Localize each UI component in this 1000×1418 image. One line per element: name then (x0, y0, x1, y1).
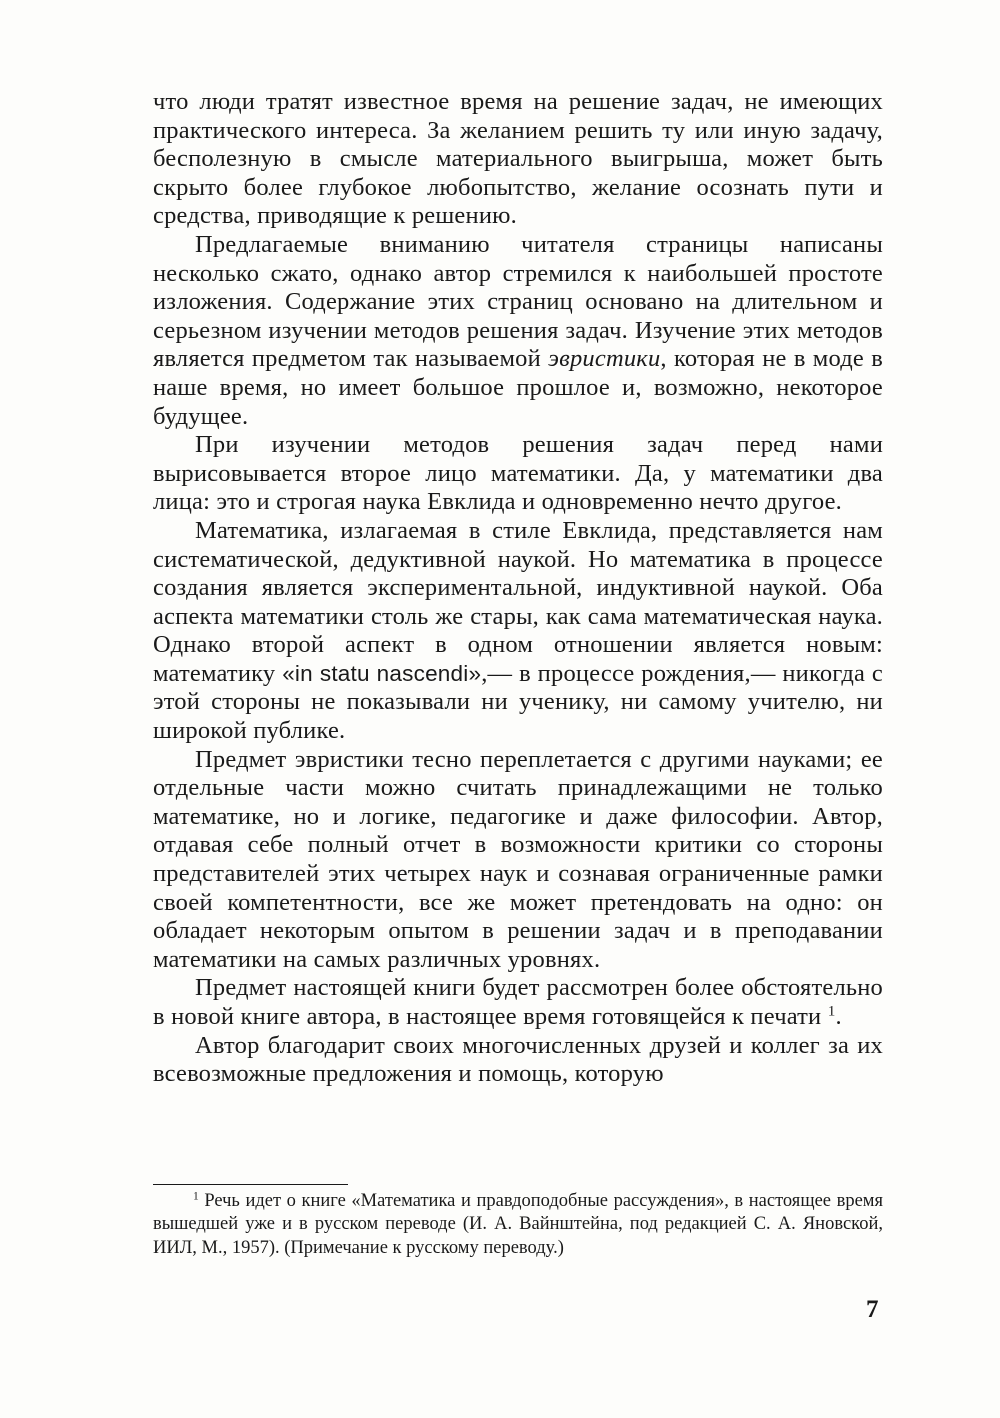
paragraph-6-text-start: Предмет настоящей книги будет рассмотрен более обстоятельно в новой книге автора, в настоящее время готовящейся к печати (153, 974, 883, 1030)
paragraph-6-text-end: . (835, 1003, 842, 1030)
paragraph-2-text-start: Предлагаемые вниманию читателя страницы написаны несколько сжато, однако автор стремился к наибольшей простоте изложения. Содержание этих страниц основано на длительном и серьезном изучении методов решения задач. Изучение этих методов является предметом так называемой (153, 230, 883, 373)
paragraph-2 (153, 231, 883, 431)
latin-phrase: «in statu nascendi» (282, 660, 482, 686)
paragraph-5 (153, 746, 883, 975)
footnote-paragraph (153, 1190, 883, 1260)
footnote-text: Речь идет о книге «Математика и правдоподобные рассуждения», в настоящее время вышедшей уже и в русском переводе (И. А. Вайнштейна, под редакцией С. А. Яновской, ИИЛ, М., 1957). (Примечание к русскому переводу.) (153, 1191, 883, 1258)
paragraph-4 (153, 517, 883, 746)
page-number: 7 (866, 1296, 879, 1323)
paragraph-1 (153, 88, 883, 231)
paragraph-4-text-start: Математика, излагаемая в стиле Евклида, представляется нам систематической, дедуктивной наукой. Но математика в процессе создания является экспериментальной, индуктивной наукой. Оба аспекта математики столь же стары, как сама математическая наука. Однако второй аспект в одном отношении является новым: математику (153, 516, 883, 687)
paragraph-2-text-end: , которая не в моде в наше время, но имеет большое прошлое и, возможно, некоторое будущее. (153, 345, 883, 430)
paragraph-5-text: Предмет эвристики тесно переплетается с другими науками; ее отдельные части можно считать принадлежащими не только математике, но и логике, педагогике и даже философии. Автор, отдавая себе полный отчет в возможности критики со стороны представителей этих четырех наук и сознавая ограниченные рамки своей компетентности, все же может претендовать на одно: он обладает некоторым опытом в решении задач и в преподавании математики на самых различных уровнях. (153, 745, 883, 973)
paragraph-3 (153, 431, 883, 517)
footnote-divider (153, 1184, 348, 1185)
paragraph-7 (153, 1032, 883, 1089)
body-text (153, 88, 883, 1089)
paragraph-4-text-end: ,— в процессе рождения,— никогда с этой стороны не показывали ни ученику, ни самому учителю, ни широкой публике. (153, 659, 883, 745)
paragraph-1-text: что люди тратят известное время на решение задач, не имеющих практического интереса. За желанием решить ту или иную задачу, бесполезную в смысле материального выигрыша, может быть скрыто более глубокое любопытство, желание осознать пути и средства, приводящие к решению. (153, 88, 883, 230)
paragraph-6 (153, 974, 883, 1031)
italic-term: эвристики (548, 345, 661, 373)
footnote-reference: 1 (827, 1002, 836, 1020)
footnote-marker: 1 (193, 1190, 199, 1203)
footnote (153, 1190, 883, 1260)
paragraph-3-text: При изучении методов решения задач перед нами вырисовывается второе лицо математики. Да, у математики два лица: это и строгая наука Евклида и одновременно нечто другое. (153, 431, 883, 516)
paragraph-7-text: Автор благодарит своих многочисленных друзей и коллег за их всевозможные предложения и помощь, которую (153, 1031, 883, 1088)
